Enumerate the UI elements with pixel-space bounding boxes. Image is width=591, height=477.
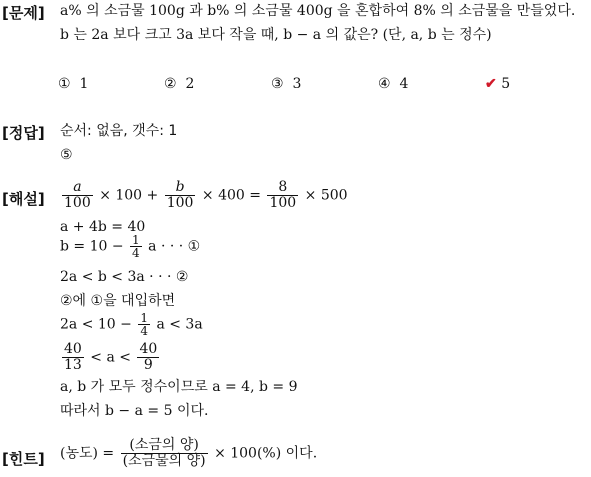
solution-eq-7 bbox=[60, 342, 161, 373]
checkmark-icon: ✔ bbox=[485, 76, 497, 92]
equation-text: (농도) = bbox=[60, 445, 115, 462]
fraction-numerator: b bbox=[165, 180, 196, 196]
solution-eq-9: 따라서 b − a = 5 이다. bbox=[60, 403, 209, 419]
fraction-numerator: 40 bbox=[139, 341, 158, 357]
choice-1[interactable] bbox=[58, 76, 88, 92]
equation-text: < a < bbox=[90, 349, 131, 366]
answer-tag: [정답] bbox=[2, 124, 45, 142]
choice-1-mark: ① bbox=[58, 76, 71, 92]
solution-eq-1 bbox=[60, 180, 348, 211]
solution-tag: [해설] bbox=[2, 190, 45, 208]
fraction-numerator: 1 bbox=[140, 311, 148, 325]
problem-line-1: a% 의 소금물 100g 과 b% 의 소금물 400g 을 혼합하여 8% 의 소금물을 만들었다. bbox=[60, 3, 576, 19]
choice-2-mark: ② bbox=[164, 76, 177, 92]
equation-text: × 400 = bbox=[201, 187, 262, 204]
choice-2[interactable] bbox=[164, 76, 194, 92]
fraction-denominator: 13 bbox=[64, 357, 82, 373]
fraction-numerator: 8 bbox=[267, 180, 298, 196]
equation-text: a < 3a bbox=[156, 316, 203, 333]
fraction-numerator: 40 bbox=[64, 341, 82, 357]
equation-text: × 100 + bbox=[99, 187, 159, 204]
solution-eq-2: a + 4b = 40 bbox=[60, 219, 146, 235]
fraction-denominator: 4 bbox=[132, 246, 140, 260]
fraction-denominator: 4 bbox=[140, 324, 148, 338]
solution-eq-6 bbox=[60, 312, 203, 337]
choice-3[interactable] bbox=[271, 76, 301, 92]
choice-2-value: 2 bbox=[185, 76, 195, 92]
equation-text: × 100(%) 이다. bbox=[214, 445, 318, 462]
fraction-numerator: a bbox=[62, 180, 93, 196]
equation-text: b = 10 − bbox=[60, 238, 124, 255]
fraction-denominator: 9 bbox=[143, 357, 153, 373]
fraction bbox=[62, 180, 93, 211]
solution-eq-5: ②에 ①을 대입하면 bbox=[60, 293, 176, 309]
fraction-denominator: 100 bbox=[269, 195, 297, 211]
fraction bbox=[138, 312, 150, 337]
fraction bbox=[62, 342, 84, 373]
equation-text: × 500 bbox=[304, 187, 348, 204]
choice-1-value: 1 bbox=[79, 76, 89, 92]
equation-text: a · · · ① bbox=[148, 238, 201, 255]
answer-line-1: 순서: 없음, 갯수: 1 bbox=[60, 123, 178, 139]
fraction-denominator: 100 bbox=[64, 195, 91, 211]
problem-line-2: b 는 2a 보다 크고 3a 보다 작을 때, b − a 의 값은? (단, a, b 는 정수) bbox=[60, 27, 492, 43]
answer-line-2: ⑤ bbox=[60, 147, 73, 163]
problem-tag: [문제] bbox=[2, 4, 45, 22]
choice-4-value: 4 bbox=[399, 76, 409, 92]
choice-5[interactable] bbox=[485, 76, 510, 92]
choice-3-mark: ③ bbox=[271, 76, 284, 92]
choice-4[interactable] bbox=[378, 76, 408, 92]
choice-3-value: 3 bbox=[292, 76, 302, 92]
fraction bbox=[137, 342, 159, 373]
choice-4-mark: ④ bbox=[378, 76, 391, 92]
solution-eq-8: a, b 가 모두 정수이므로 a = 4, b = 9 bbox=[60, 379, 298, 395]
choice-5-value: 5 bbox=[501, 76, 511, 92]
hint-line bbox=[60, 438, 317, 469]
solution-eq-3 bbox=[60, 234, 200, 259]
fraction-numerator: 1 bbox=[132, 233, 140, 247]
fraction-denominator: 100 bbox=[166, 195, 194, 211]
hint-tag: [힌트] bbox=[2, 450, 45, 468]
fraction bbox=[267, 180, 298, 211]
fraction bbox=[165, 180, 196, 211]
equation-text: 2a < 10 − bbox=[60, 316, 132, 333]
solution-eq-4: 2a < b < 3a · · · ② bbox=[60, 269, 189, 285]
fraction bbox=[130, 234, 142, 259]
fraction-denominator: (소금물의 양) bbox=[122, 453, 206, 469]
fraction bbox=[121, 438, 208, 469]
fraction-numerator: (소금의 양) bbox=[121, 438, 208, 454]
